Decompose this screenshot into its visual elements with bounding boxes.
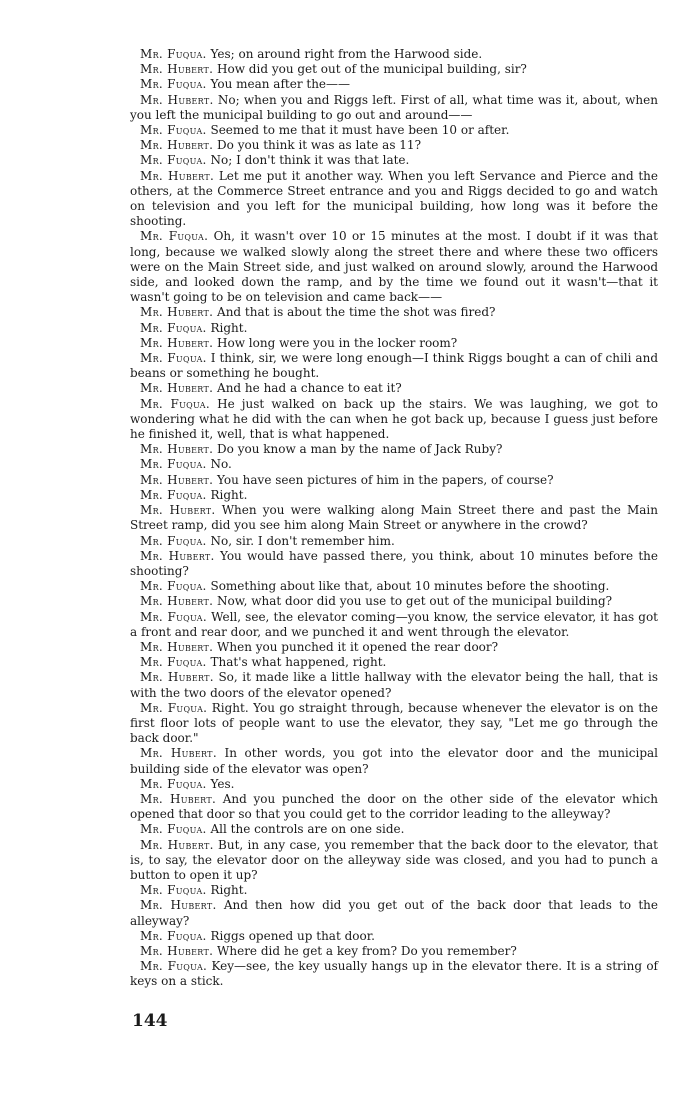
- testimony-paragraph: [130, 579, 658, 594]
- testimony-paragraph: [130, 838, 658, 884]
- testimony-paragraph: [130, 397, 658, 443]
- testimony-paragraph: [130, 640, 658, 655]
- testimony-paragraph: [130, 62, 658, 77]
- testimony-text: Right. You go straight through, because whenever the elevator is on the first floor lots of people want to use the elevator, they say, "Let me go through the back door.": [130, 700, 658, 746]
- speaker-name: Mr. Fuqua.: [140, 320, 207, 335]
- transcript-page: [130, 47, 658, 990]
- testimony-paragraph: [130, 169, 658, 230]
- testimony-text: Seemed to me that it must have been 10 or after.: [210, 123, 510, 138]
- testimony-paragraph: [130, 822, 658, 837]
- testimony-paragraph: [130, 503, 658, 533]
- testimony-text: No; I don't think it was that late.: [210, 153, 410, 168]
- speaker-name: Mr. Fuqua.: [140, 153, 207, 168]
- testimony-paragraph: [130, 746, 658, 776]
- speaker-name: Mr. Fuqua.: [140, 457, 207, 472]
- speaker-name: Mr. Hubert.: [140, 670, 214, 685]
- testimony-text: Do you think it was as late as 11?: [217, 138, 422, 153]
- testimony-paragraph: [130, 959, 658, 989]
- testimony-text: When you were walking along Main Street there and past the Main Street ramp, did you see him along Main Street or anywhere in the crowd?: [130, 503, 658, 533]
- speaker-name: Mr. Hubert.: [140, 548, 215, 563]
- speaker-name: Mr. Fuqua.: [140, 928, 207, 943]
- speaker-name: Mr. Fuqua.: [140, 579, 207, 594]
- testimony-text: Oh, it wasn't over 10 or 15 minutes at the most. I doubt if it was that long, because we walked slowly along the street there and where these two officers were on the Main Street side, and just walked on around slowly, around the Harwood side, and looked down the ramp, and by the time we found out it wasn't—that it wasn't going to be on television and came back——: [130, 229, 659, 305]
- testimony-text: Well, see, the elevator coming—you know, the service elevator, it has got a front and rear door, and we punched it and went through the elevator.: [130, 609, 658, 639]
- speaker-name: Mr. Hubert.: [140, 791, 217, 806]
- testimony-paragraph: [130, 594, 658, 609]
- testimony-paragraph: [130, 138, 658, 153]
- testimony-paragraph: [130, 534, 658, 549]
- testimony-text: And he had a chance to eat it?: [217, 381, 402, 396]
- testimony-paragraph: [130, 473, 658, 488]
- testimony-text: Now, what door did you use to get out of the municipal building?: [217, 594, 613, 609]
- speaker-name: Mr. Fuqua.: [140, 655, 207, 670]
- testimony-text: Where did he get a key from? Do you remember?: [217, 943, 517, 958]
- testimony-paragraph: [130, 701, 658, 747]
- testimony-paragraph: [130, 777, 658, 792]
- speaker-name: Mr. Fuqua.: [140, 822, 207, 837]
- testimony-text: That's what happened, right.: [210, 655, 387, 670]
- testimony-text: Right.: [210, 320, 248, 335]
- speaker-name: Mr. Fuqua.: [140, 609, 207, 624]
- testimony-paragraph: [130, 442, 658, 457]
- testimony-paragraph: [130, 549, 658, 579]
- testimony-text: You would have passed there, you think, about 10 minutes before the shooting?: [130, 548, 658, 578]
- testimony-text: You mean after the——: [210, 77, 351, 92]
- testimony-text: And then how did you get out of the back door that leads to the alleyway?: [130, 898, 658, 928]
- testimony-text: Do you know a man by the name of Jack Ruby?: [217, 442, 503, 457]
- testimony-paragraph: [130, 488, 658, 503]
- speaker-name: Mr. Fuqua.: [140, 959, 208, 974]
- speaker-name: Mr. Fuqua.: [140, 883, 207, 898]
- testimony-paragraph: [130, 670, 658, 700]
- testimony-text: Yes; on around right from the Harwood side.: [210, 47, 483, 61]
- page-number: 144: [132, 1011, 168, 1031]
- testimony-paragraph: [130, 944, 658, 959]
- testimony-text: So, it made like a little hallway with the elevator being the hall, that is with the two doors of the elevator opened?: [130, 670, 658, 700]
- testimony-text: How long were you in the locker room?: [217, 335, 458, 350]
- speaker-name: Mr. Hubert.: [140, 837, 214, 852]
- speaker-name: Mr. Hubert.: [140, 335, 214, 350]
- speaker-name: Mr. Fuqua.: [140, 351, 207, 366]
- testimony-paragraph: [130, 305, 658, 320]
- testimony-paragraph: [130, 153, 658, 168]
- testimony-paragraph: [130, 610, 658, 640]
- speaker-name: Mr. Fuqua.: [140, 123, 207, 138]
- testimony-text: No, sir. I don't remember him.: [210, 533, 395, 548]
- speaker-name: Mr. Hubert.: [140, 92, 214, 107]
- testimony-paragraph: [130, 929, 658, 944]
- testimony-text: Yes.: [210, 776, 235, 791]
- testimony-paragraph: [130, 77, 658, 92]
- testimony-text: He just walked on back up the stairs. We was laughing, we got to wondering what he did with the can when he got back up, because I guess just before he finished it, well, that is what happened.: [130, 396, 658, 442]
- testimony-text: All the controls are on one side.: [210, 822, 405, 837]
- testimony-paragraph: [130, 792, 658, 822]
- testimony-text: Right.: [210, 487, 248, 502]
- testimony-paragraph: [130, 321, 658, 336]
- testimony-text: How did you get out of the municipal building, sir?: [217, 62, 527, 77]
- testimony-paragraph: [130, 883, 658, 898]
- testimony-paragraph: [130, 47, 658, 62]
- testimony-paragraph: [130, 381, 658, 396]
- speaker-name: Mr. Fuqua.: [140, 77, 207, 92]
- testimony-paragraph: [130, 655, 658, 670]
- testimony-paragraph: [130, 457, 658, 472]
- testimony-text: Right.: [210, 883, 248, 898]
- testimony-text: No.: [210, 457, 232, 472]
- testimony-paragraph: [130, 351, 658, 381]
- testimony-text: Something about like that, about 10 minutes before the shooting.: [210, 579, 610, 594]
- testimony-paragraph: [130, 336, 658, 351]
- testimony-text: In other words, you got into the elevator door and the municipal building side of the elevator was open?: [130, 746, 658, 776]
- speaker-name: Mr. Fuqua.: [140, 776, 207, 791]
- speaker-name: Mr. Fuqua.: [140, 396, 210, 411]
- testimony-paragraph: [130, 229, 658, 305]
- testimony-text: When you punched it it opened the rear door?: [217, 639, 499, 654]
- speaker-name: Mr. Fuqua.: [140, 229, 209, 244]
- speaker-name: Mr. Fuqua.: [140, 487, 207, 502]
- speaker-name: Mr. Hubert.: [140, 746, 217, 761]
- speaker-name: Mr. Hubert.: [140, 62, 214, 77]
- testimony-text: Riggs opened up that door.: [210, 928, 375, 943]
- speaker-name: Mr. Hubert.: [140, 472, 214, 487]
- testimony-paragraph: [130, 123, 658, 138]
- speaker-name: Mr. Fuqua.: [140, 47, 207, 61]
- testimony-text: Let me put it another way. When you left Servance and Pierce and the others, at the Commerce Street entrance and you and Riggs decided to go and watch on television and you left for the municipal building, how long was it before the shooting.: [130, 168, 659, 229]
- testimony-text: But, in any case, you remember that the back door to the elevator, that is, to say, the elevator door on the alleyway side was closed, and you had to punch a button to open it up?: [130, 837, 658, 882]
- speaker-name: Mr. Fuqua.: [140, 533, 207, 548]
- speaker-name: Mr. Hubert.: [140, 639, 214, 654]
- testimony-paragraph: [130, 93, 658, 123]
- speaker-name: Mr. Hubert.: [140, 138, 214, 153]
- speaker-name: Mr. Hubert.: [140, 442, 214, 457]
- testimony-text: You have seen pictures of him in the papers, of course?: [217, 472, 554, 487]
- speaker-name: Mr. Hubert.: [140, 503, 216, 518]
- speaker-name: Mr. Hubert.: [140, 943, 214, 958]
- speaker-name: Mr. Hubert.: [140, 898, 217, 913]
- testimony-text: And that is about the time the shot was fired?: [217, 305, 496, 320]
- testimony-text: And you punched the door on the other side of the elevator which opened that door so that you could get to the corridor leading to the alleyway?: [130, 791, 658, 822]
- speaker-name: Mr. Hubert.: [140, 381, 214, 396]
- speaker-name: Mr. Fuqua.: [140, 700, 208, 715]
- speaker-name: Mr. Hubert.: [140, 168, 215, 183]
- speaker-name: Mr. Hubert.: [140, 305, 214, 320]
- testimony-paragraph: [130, 898, 658, 928]
- testimony-text: Key—see, the key usually hangs up in the elevator there. It is a string of keys on a stick.: [130, 959, 658, 989]
- testimony-text: I think, sir, we were long enough—I think Riggs bought a can of chili and beans or something he bought.: [130, 351, 658, 381]
- testimony-text: No; when you and Riggs left. First of all, what time was it, about, when you left the municipal building to go out and around——: [130, 92, 658, 122]
- speaker-name: Mr. Hubert.: [140, 594, 214, 609]
